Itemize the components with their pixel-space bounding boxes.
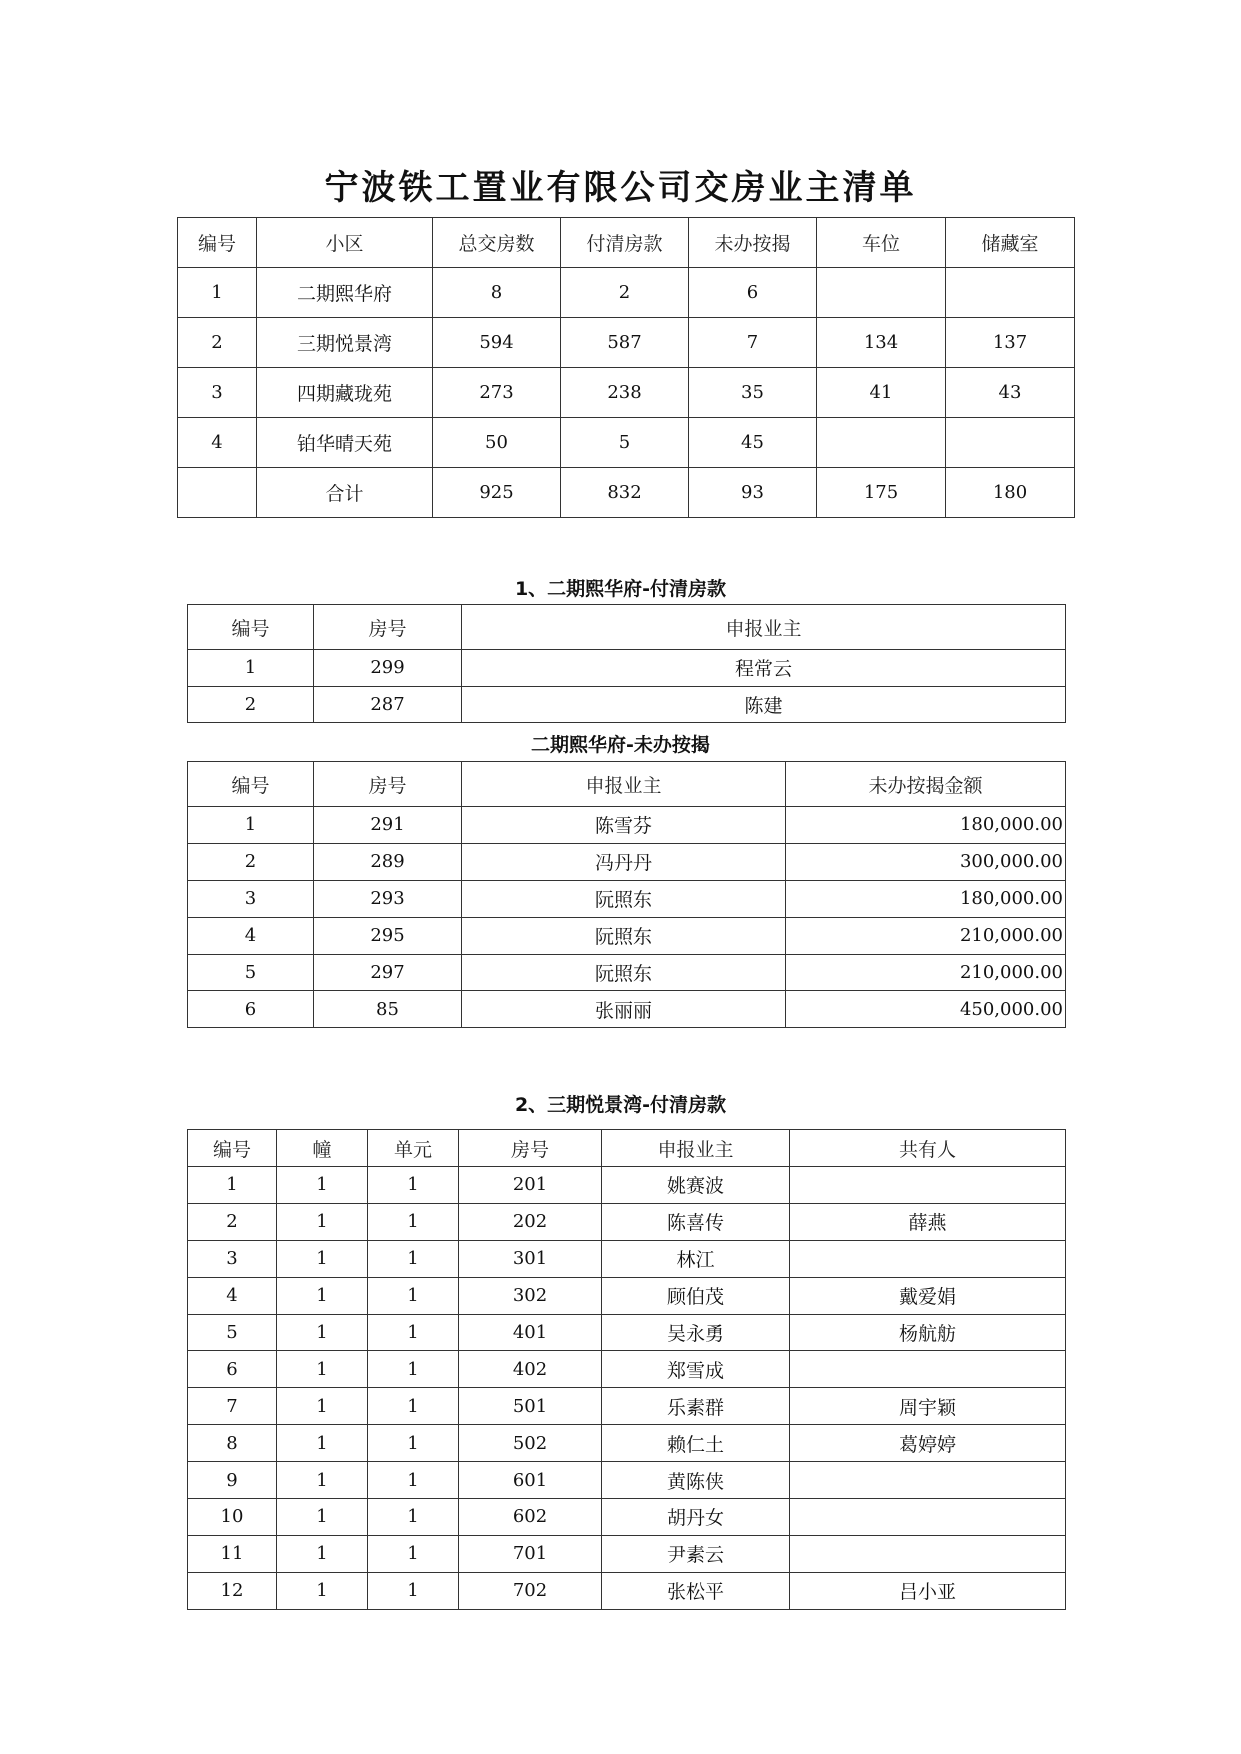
- table-cell: 3: [178, 368, 257, 418]
- table-cell: 8: [433, 268, 561, 318]
- table-cell: 5: [561, 418, 689, 468]
- table-cell: 832: [561, 468, 689, 518]
- table-cell: 赖仁土: [602, 1425, 790, 1462]
- table-cell: 葛婷婷: [790, 1425, 1066, 1462]
- table-cell: 85: [314, 991, 462, 1028]
- table-cell: [817, 268, 946, 318]
- table-cell: [790, 1499, 1066, 1536]
- table-cell: 3: [188, 880, 314, 917]
- table-cell: 450,000.00: [786, 991, 1066, 1028]
- section2-body: [188, 1167, 1066, 1610]
- table-cell: [790, 1462, 1066, 1499]
- section1b-body: [188, 807, 1066, 1028]
- table-cell: 6: [689, 268, 817, 318]
- table-row: [188, 1425, 1066, 1462]
- summary-header-row: [178, 218, 1075, 268]
- table-row: [188, 1240, 1066, 1277]
- table-cell: 7: [689, 318, 817, 368]
- table-cell: 铂华晴天苑: [257, 418, 433, 468]
- section2-table: [187, 1129, 1066, 1610]
- table-cell: 41: [817, 368, 946, 418]
- table-row: [188, 807, 1066, 844]
- col-header-room: 房号: [314, 605, 462, 650]
- table-cell: 210,000.00: [786, 954, 1066, 991]
- table-cell: 180,000.00: [786, 880, 1066, 917]
- col-header-parking: 车位: [817, 218, 946, 268]
- table-cell: 1: [277, 1499, 368, 1536]
- table-cell: 502: [459, 1425, 602, 1462]
- table-cell: 10: [188, 1499, 277, 1536]
- summary-body: [178, 268, 1075, 518]
- table-cell: 401: [459, 1314, 602, 1351]
- section1-header-row: [188, 605, 1066, 650]
- table-cell: 238: [561, 368, 689, 418]
- table-cell: 1: [277, 1462, 368, 1499]
- summary-table: [177, 217, 1075, 518]
- table-cell: 1: [368, 1425, 459, 1462]
- col-header-community: 小区: [257, 218, 433, 268]
- table-cell: 1: [368, 1462, 459, 1499]
- table-cell: 杨航舫: [790, 1314, 1066, 1351]
- table-cell: 张丽丽: [462, 991, 786, 1028]
- table-cell: 1: [277, 1425, 368, 1462]
- table-cell: 1: [178, 268, 257, 318]
- table-cell: 黄陈侠: [602, 1462, 790, 1499]
- table-cell: 4: [188, 1277, 277, 1314]
- table-cell: [790, 1351, 1066, 1388]
- table-cell: 2: [178, 318, 257, 368]
- table-cell: 吕小亚: [790, 1572, 1066, 1609]
- table-cell: 1: [277, 1535, 368, 1572]
- table-cell: 尹素云: [602, 1535, 790, 1572]
- col-header-co-owner: 共有人: [790, 1130, 1066, 1167]
- table-row: [188, 991, 1066, 1028]
- table-cell: 张松平: [602, 1572, 790, 1609]
- table-row: [188, 1572, 1066, 1609]
- document-title: 宁波铁工置业有限公司交房业主清单: [324, 168, 917, 208]
- table-cell: 602: [459, 1499, 602, 1536]
- section1-title: 1、二期熙华府-付清房款: [514, 578, 727, 600]
- col-header-room: 房号: [314, 762, 462, 807]
- table-cell: 林江: [602, 1240, 790, 1277]
- section1b-header-row: [188, 762, 1066, 807]
- table-cell: 210,000.00: [786, 917, 1066, 954]
- table-cell: 12: [188, 1572, 277, 1609]
- table-row: [188, 1351, 1066, 1388]
- table-cell: 1: [277, 1351, 368, 1388]
- table-cell: [946, 418, 1075, 468]
- table-cell: 35: [689, 368, 817, 418]
- table-cell: [790, 1535, 1066, 1572]
- table-row: [188, 1462, 1066, 1499]
- table-cell: 冯丹丹: [462, 843, 786, 880]
- table-cell: 501: [459, 1388, 602, 1425]
- table-cell: 50: [433, 418, 561, 468]
- table-cell: 姚赛波: [602, 1167, 790, 1204]
- table-cell: 周宇颖: [790, 1388, 1066, 1425]
- table-cell: 601: [459, 1462, 602, 1499]
- table-cell: 1: [188, 1167, 277, 1204]
- table-cell: [178, 468, 257, 518]
- table-row: [188, 843, 1066, 880]
- table-cell: 299: [314, 650, 462, 687]
- table-cell: 1: [368, 1351, 459, 1388]
- table-cell: 402: [459, 1351, 602, 1388]
- table-cell: 6: [188, 991, 314, 1028]
- table-row: [178, 268, 1075, 318]
- table-cell: [817, 418, 946, 468]
- table-cell: 1: [277, 1167, 368, 1204]
- col-header-id: 编号: [188, 1130, 277, 1167]
- table-cell: 程常云: [462, 650, 1066, 687]
- table-cell: 1: [368, 1167, 459, 1204]
- table-cell: 合计: [257, 468, 433, 518]
- col-header-building: 幢: [277, 1130, 368, 1167]
- col-header-room: 房号: [459, 1130, 602, 1167]
- table-row: [188, 1388, 1066, 1425]
- table-cell: 11: [188, 1535, 277, 1572]
- col-header-id: 编号: [188, 605, 314, 650]
- col-header-storage: 储藏室: [946, 218, 1075, 268]
- table-cell: 5: [188, 1314, 277, 1351]
- table-cell: 1: [277, 1314, 368, 1351]
- col-header-no-mortgage: 未办按揭: [689, 218, 817, 268]
- table-row: [188, 1499, 1066, 1536]
- table-cell: 二期熙华府: [257, 268, 433, 318]
- section2-header-row: [188, 1130, 1066, 1167]
- table-cell: [790, 1167, 1066, 1204]
- col-header-owner: 申报业主: [462, 605, 1066, 650]
- table-cell: 4: [178, 418, 257, 468]
- section2-title: 2、三期悦景湾-付清房款: [514, 1094, 727, 1116]
- table-cell: 8: [188, 1425, 277, 1462]
- table-cell: 702: [459, 1572, 602, 1609]
- table-cell: 93: [689, 468, 817, 518]
- table-cell: 戴爱娟: [790, 1277, 1066, 1314]
- table-cell: 1: [368, 1277, 459, 1314]
- table-cell: 293: [314, 880, 462, 917]
- table-cell: 陈喜传: [602, 1203, 790, 1240]
- col-header-mortgage-amount: 未办按揭金额: [786, 762, 1066, 807]
- table-cell: 1: [368, 1572, 459, 1609]
- table-cell: 四期藏珑苑: [257, 368, 433, 418]
- table-cell: 301: [459, 1240, 602, 1277]
- table-row: [188, 1314, 1066, 1351]
- table-cell: 180: [946, 468, 1075, 518]
- table-cell: 4: [188, 917, 314, 954]
- table-cell: 587: [561, 318, 689, 368]
- table-cell: 175: [817, 468, 946, 518]
- table-cell: 701: [459, 1535, 602, 1572]
- table-cell: 阮照东: [462, 954, 786, 991]
- table-cell: 7: [188, 1388, 277, 1425]
- table-cell: 1: [368, 1388, 459, 1425]
- table-cell: 胡丹女: [602, 1499, 790, 1536]
- table-row: [188, 686, 1066, 723]
- table-cell: 925: [433, 468, 561, 518]
- table-row: [188, 1203, 1066, 1240]
- table-cell: 2: [188, 1203, 277, 1240]
- table-cell: 297: [314, 954, 462, 991]
- table-cell: 2: [188, 686, 314, 723]
- table-cell: 1: [188, 807, 314, 844]
- table-row: [178, 468, 1075, 518]
- col-header-owner: 申报业主: [602, 1130, 790, 1167]
- table-cell: 289: [314, 843, 462, 880]
- col-header-owner: 申报业主: [462, 762, 786, 807]
- section1b-table: [187, 761, 1066, 1028]
- table-row: [188, 1167, 1066, 1204]
- table-cell: 1: [277, 1277, 368, 1314]
- table-cell: 201: [459, 1167, 602, 1204]
- table-cell: 300,000.00: [786, 843, 1066, 880]
- table-cell: 1: [368, 1499, 459, 1536]
- table-row: [178, 418, 1075, 468]
- table-cell: 295: [314, 917, 462, 954]
- col-header-unit: 单元: [368, 1130, 459, 1167]
- table-cell: [946, 268, 1075, 318]
- table-cell: 594: [433, 318, 561, 368]
- table-cell: 180,000.00: [786, 807, 1066, 844]
- table-cell: 273: [433, 368, 561, 418]
- section1-table: [187, 604, 1066, 723]
- table-cell: 302: [459, 1277, 602, 1314]
- table-row: [188, 954, 1066, 991]
- table-cell: 乐素群: [602, 1388, 790, 1425]
- table-cell: [790, 1240, 1066, 1277]
- table-cell: 陈雪芬: [462, 807, 786, 844]
- col-header-id: 编号: [178, 218, 257, 268]
- table-cell: 1: [368, 1203, 459, 1240]
- table-cell: 1: [277, 1388, 368, 1425]
- table-row: [178, 318, 1075, 368]
- table-row: [188, 917, 1066, 954]
- col-header-paid-full: 付清房款: [561, 218, 689, 268]
- table-cell: 6: [188, 1351, 277, 1388]
- table-cell: 291: [314, 807, 462, 844]
- section1-body: [188, 650, 1066, 723]
- table-cell: 陈建: [462, 686, 1066, 723]
- table-cell: 顾伯茂: [602, 1277, 790, 1314]
- table-cell: 137: [946, 318, 1075, 368]
- table-row: [178, 368, 1075, 418]
- table-cell: 薛燕: [790, 1203, 1066, 1240]
- table-cell: 三期悦景湾: [257, 318, 433, 368]
- section1b-title: 二期熙华府-未办按揭: [531, 734, 710, 756]
- table-cell: 202: [459, 1203, 602, 1240]
- table-cell: 1: [368, 1314, 459, 1351]
- table-cell: 43: [946, 368, 1075, 418]
- table-cell: 3: [188, 1240, 277, 1277]
- table-row: [188, 880, 1066, 917]
- table-cell: 阮照东: [462, 880, 786, 917]
- table-cell: 1: [368, 1240, 459, 1277]
- table-cell: 阮照东: [462, 917, 786, 954]
- table-row: [188, 1535, 1066, 1572]
- table-row: [188, 650, 1066, 687]
- table-cell: 287: [314, 686, 462, 723]
- table-cell: 1: [277, 1240, 368, 1277]
- table-cell: 45: [689, 418, 817, 468]
- table-cell: 吴永勇: [602, 1314, 790, 1351]
- table-cell: 5: [188, 954, 314, 991]
- table-cell: 9: [188, 1462, 277, 1499]
- table-cell: 134: [817, 318, 946, 368]
- table-cell: 1: [277, 1572, 368, 1609]
- col-header-id: 编号: [188, 762, 314, 807]
- col-header-total-delivered: 总交房数: [433, 218, 561, 268]
- table-cell: 2: [561, 268, 689, 318]
- table-row: [188, 1277, 1066, 1314]
- table-cell: 郑雪成: [602, 1351, 790, 1388]
- table-cell: 1: [188, 650, 314, 687]
- table-cell: 2: [188, 843, 314, 880]
- table-cell: 1: [368, 1535, 459, 1572]
- table-cell: 1: [277, 1203, 368, 1240]
